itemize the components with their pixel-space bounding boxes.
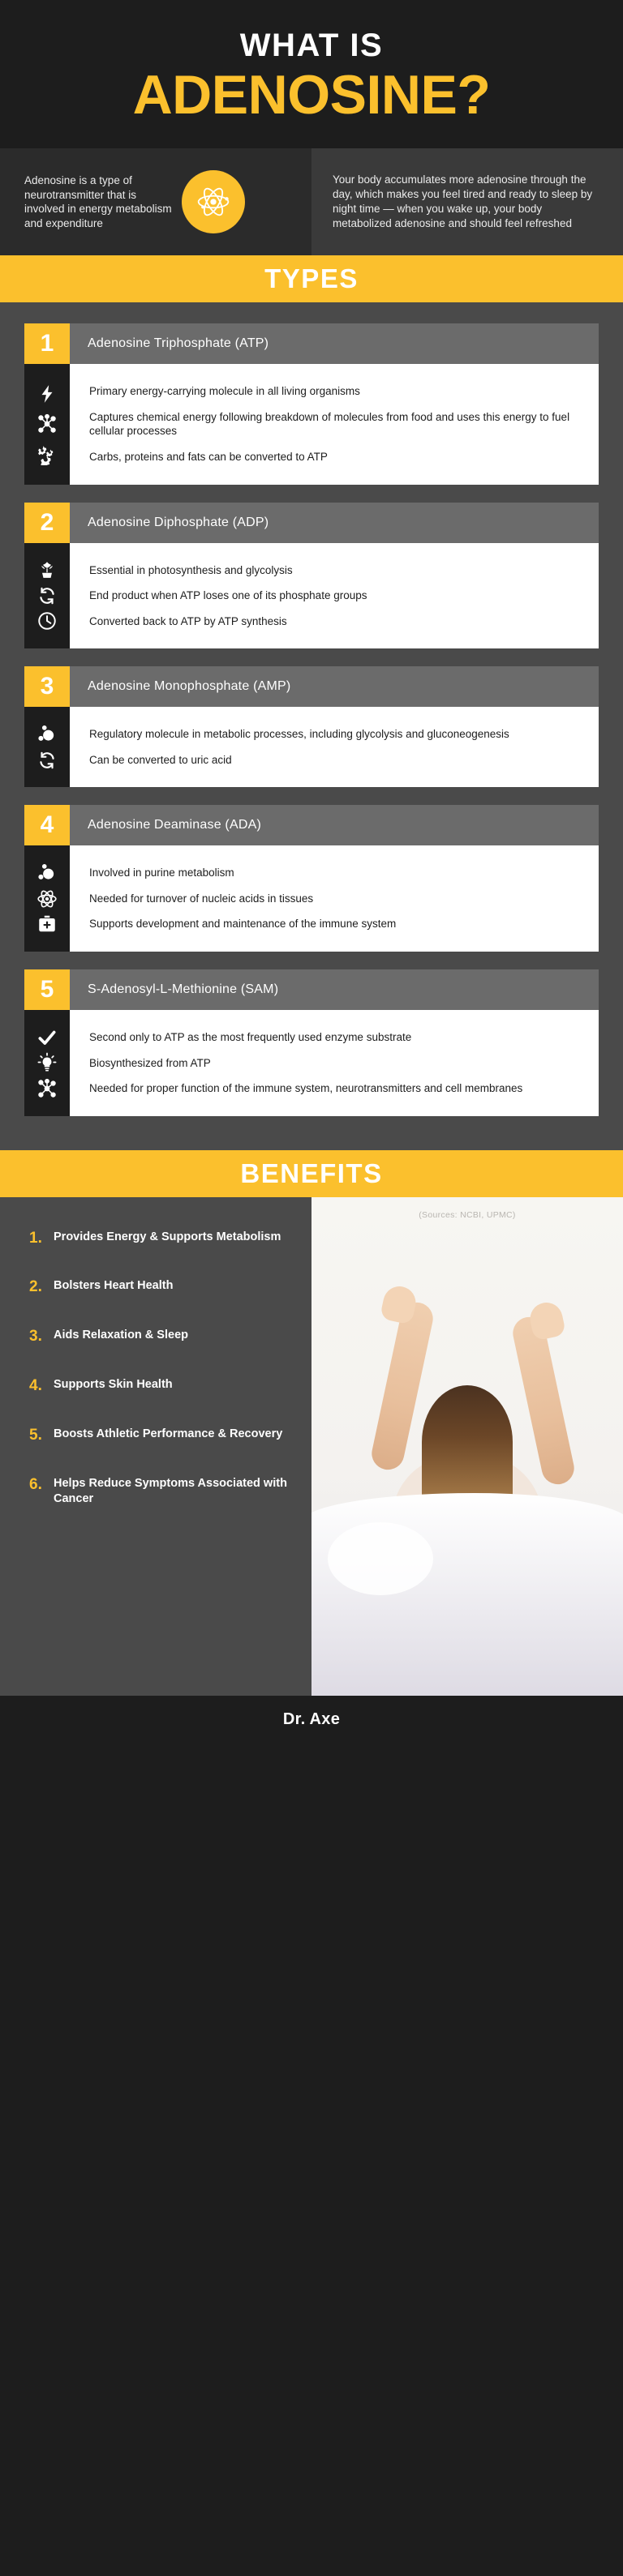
type-card-bullets — [70, 543, 599, 649]
list-item — [29, 1328, 290, 1346]
molecule-cluster-icon — [37, 862, 58, 884]
types-banner-label: TYPES — [264, 263, 359, 294]
bullet-item: Can be converted to uric acid — [89, 753, 232, 766]
type-card-icon-column — [24, 543, 70, 649]
clock-icon — [37, 610, 58, 631]
benefit-label: Provides Energy & Supports Metabolism — [54, 1230, 281, 1243]
benefit-number: 2. — [29, 1278, 42, 1296]
photo-bedsheet — [312, 1493, 623, 1696]
type-card-bullets — [70, 707, 599, 787]
type-card-icon-column — [24, 364, 70, 484]
type-card-body — [24, 364, 599, 484]
refresh-cycle-icon — [37, 585, 58, 606]
bullet-item: Primary energy-carrying molecule in all living organisms — [89, 385, 360, 398]
type-card-body — [24, 845, 599, 952]
type-card-icon-column — [24, 845, 70, 952]
gears-icon — [37, 444, 58, 465]
types-list — [0, 302, 623, 1149]
type-card-title: Adenosine Diphosphate (ADP) — [70, 503, 599, 543]
molecule-cluster-icon — [37, 724, 58, 745]
sources-note: (Sources: NCBI, UPMC) — [419, 1209, 516, 1220]
type-card-bullets — [70, 364, 599, 484]
brand-logo: Dr. Axe — [282, 1710, 341, 1729]
benefit-number: 3. — [29, 1328, 42, 1346]
header — [0, 0, 623, 148]
refresh-cycle-icon — [37, 750, 58, 771]
bullet-item: Needed for proper function of the immune system, neurotransmitters and cell membranes — [89, 1082, 523, 1095]
benefits-banner-label: BENEFITS — [240, 1157, 383, 1188]
intro-section — [0, 148, 623, 255]
bullet-item: Captures chemical energy following breakdown of molecules from food and uses this energy to fuel cellular processes — [89, 410, 570, 438]
bullet-item: Involved in purine metabolism — [89, 867, 234, 879]
type-card — [24, 503, 599, 649]
benefit-number: 4. — [29, 1376, 42, 1394]
list-item — [29, 1230, 290, 1248]
type-card-number: 4 — [24, 805, 70, 845]
type-card — [24, 666, 599, 787]
footer — [0, 1696, 623, 1744]
bullet-item: Needed for turnover of nucleic acids in tissues — [89, 892, 314, 905]
intro-right-text: Your body accumulates more adenosine through the day, which makes you feel tired and ready to sleep by night time — when you wake up, your body metabolized adenosine and should feel refreshed — [333, 173, 593, 230]
type-card-body — [24, 1010, 599, 1116]
bullet-item: Supports development and maintenance of the immune system — [89, 918, 397, 931]
benefit-label: Supports Skin Health — [54, 1377, 173, 1391]
plant-sprout-icon — [37, 559, 58, 580]
bullet-item: Second only to ATP as the most frequently used enzyme substrate — [89, 1030, 412, 1043]
type-card-number: 1 — [24, 323, 70, 364]
type-card-bullets — [70, 1010, 599, 1116]
atom-icon — [182, 170, 245, 233]
benefit-label: Bolsters Heart Health — [54, 1279, 174, 1293]
page-title: ADENOSINE? — [132, 64, 491, 126]
type-card-header — [24, 805, 599, 845]
benefit-number: 5. — [29, 1426, 42, 1444]
type-card-icon-column — [24, 707, 70, 787]
types-banner — [0, 255, 623, 302]
type-card-number: 2 — [24, 503, 70, 543]
type-card — [24, 969, 599, 1116]
bullet-item: Regulatory molecule in metabolic processes, including glycolysis and gluconeogenesis — [89, 728, 509, 741]
woman-stretching-photo — [312, 1197, 623, 1696]
benefits-list — [0, 1197, 312, 1696]
list-item — [29, 1427, 290, 1445]
type-card-icon-column — [24, 1010, 70, 1116]
intro-right-panel — [312, 148, 623, 255]
photo-arm-right — [510, 1314, 578, 1487]
benefits-section — [0, 1197, 623, 1696]
benefit-number: 1. — [29, 1229, 42, 1247]
lightning-bolt-icon — [37, 383, 58, 404]
molecule-icon — [37, 413, 58, 434]
type-card-header — [24, 969, 599, 1010]
intro-left-text: Adenosine is a type of neurotransmitter that is involved in energy metabolism and expenditure — [24, 173, 172, 230]
type-card-header — [24, 666, 599, 707]
benefit-number: 6. — [29, 1475, 42, 1493]
benefits-photo — [312, 1197, 623, 1696]
type-card-body — [24, 543, 599, 649]
bullet-item: End product when ATP loses one of its phosphate groups — [89, 589, 367, 602]
atom-icon — [37, 888, 58, 909]
type-card-body — [24, 707, 599, 787]
list-item — [29, 1278, 290, 1297]
type-card-title: Adenosine Monophosphate (AMP) — [70, 666, 599, 707]
type-card — [24, 323, 599, 484]
type-card-header — [24, 503, 599, 543]
benefits-banner — [0, 1150, 623, 1197]
type-card-number: 5 — [24, 969, 70, 1010]
bullet-item: Biosynthesized from ATP — [89, 1056, 211, 1069]
type-card — [24, 805, 599, 952]
type-card-number: 3 — [24, 666, 70, 707]
first-aid-kit-icon — [37, 914, 58, 935]
bullet-item: Essential in photosynthesis and glycolysis — [89, 563, 293, 576]
type-card-header — [24, 323, 599, 364]
list-item — [29, 1377, 290, 1396]
type-card-title: S-Adenosyl-L-Methionine (SAM) — [70, 969, 599, 1010]
benefit-label: Helps Reduce Symptoms Associated with Cancer — [54, 1476, 287, 1505]
intro-left-panel — [0, 148, 312, 255]
header-eyebrow: WHAT IS — [239, 28, 384, 63]
molecule-icon — [37, 1078, 58, 1099]
list-item — [29, 1476, 290, 1507]
lightbulb-icon — [37, 1052, 58, 1073]
type-card-bullets — [70, 845, 599, 952]
bullet-item: Carbs, proteins and fats can be converted to ATP — [89, 451, 328, 464]
benefit-label: Boosts Athletic Performance & Recovery — [54, 1427, 283, 1440]
type-card-title: Adenosine Deaminase (ADA) — [70, 805, 599, 845]
type-card-title: Adenosine Triphosphate (ATP) — [70, 323, 599, 364]
benefit-label: Aids Relaxation & Sleep — [54, 1329, 188, 1342]
checkmark-icon — [37, 1027, 58, 1048]
bullet-item: Converted back to ATP by ATP synthesis — [89, 614, 287, 627]
